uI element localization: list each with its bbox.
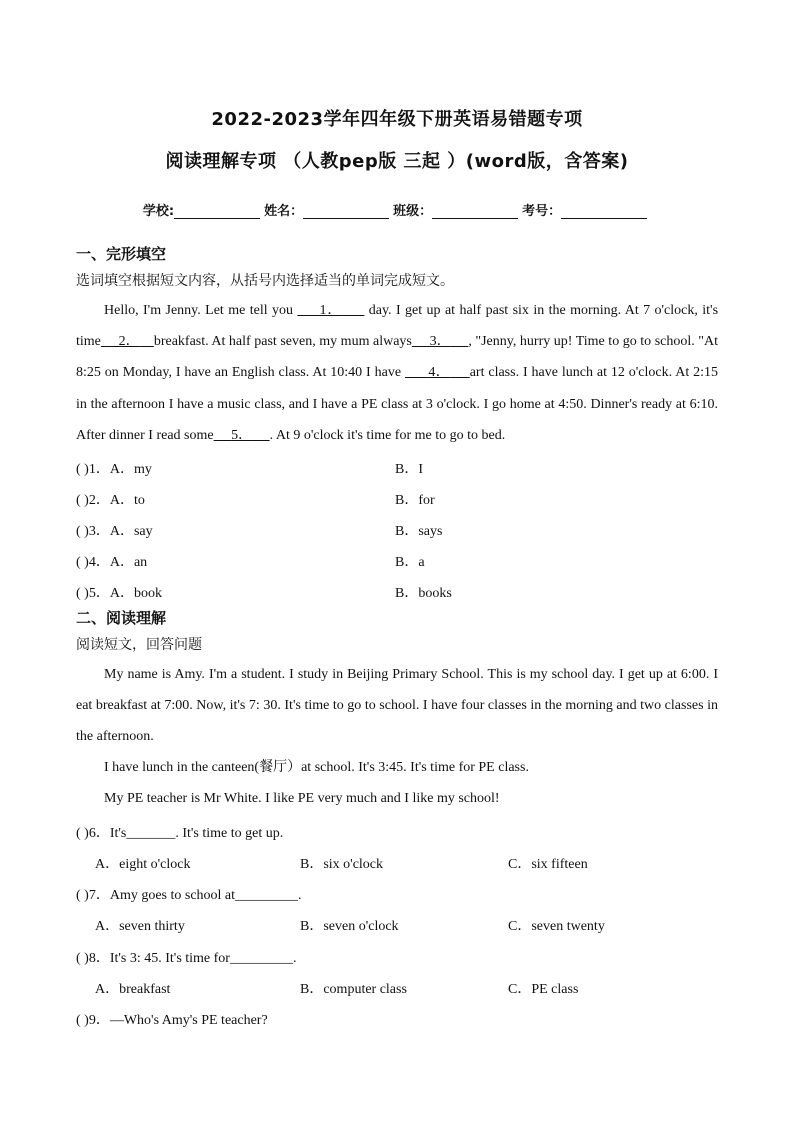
- question-5: ( )5．A．book: [76, 586, 162, 601]
- cloze-passage: Hello, I'm Jenny. Let me tell you 1． day. I get up at half past six in the morning. At 7 o'clock, it's time 2． breakfast. At half past seven, my mum always 3． , "Jenny, hurry up! Time to go to school. "At 8:25 on Monday, I have an English class. At 10:40 I have 4． art class. I have lunch at 12 o'clock. At 2:15 in the afternoon I have a music class, and I have a PE class at 3 o'clock. I go home at 4:50. Dinner's ready at 6:10. After dinner I read some 5． . At 9 o'clock it's time for me to go to bed.: [76, 303, 719, 443]
- answer-paren[interactable]: ( ): [76, 524, 89, 539]
- answer-paren[interactable]: ( ): [76, 493, 89, 508]
- school-label: 学校:: [142, 204, 175, 219]
- reading-paragraph-2: I have lunch in the canteen(餐厅）at school. It's 3:45. It's time for PE class.: [104, 760, 529, 775]
- question-8: ( )8．It's 3: 45. It's time for_________.: [76, 951, 297, 966]
- class-label: 班级：: [393, 204, 433, 219]
- section-instruction-cloze: 选词填空根据短文内容，从括号内选择适当的单词完成短文。: [76, 273, 454, 289]
- answer-paren[interactable]: ( ): [76, 555, 89, 570]
- question-3-option-b[interactable]: B．says: [395, 524, 443, 539]
- option-a[interactable]: A．my: [109, 462, 152, 477]
- question-5-option-b[interactable]: B．books: [395, 586, 452, 601]
- exam-number-label: 考号：: [522, 204, 562, 219]
- question-2: ( )2．A．to: [76, 493, 145, 508]
- blank-3[interactable]: 3．: [429, 334, 451, 350]
- blank-4[interactable]: 4．: [428, 365, 451, 381]
- question-1: ( )1．A．my: [76, 462, 152, 477]
- option-a[interactable]: A．book: [109, 586, 162, 601]
- question-6-option-a[interactable]: A．eight o'clock: [95, 857, 191, 872]
- blank-5[interactable]: 5．: [231, 427, 253, 443]
- option-a[interactable]: A．an: [109, 555, 148, 570]
- question-7-option-a[interactable]: A．seven thirty: [95, 919, 185, 934]
- question-6: ( )6．It's_______. It's time to get up.: [76, 826, 284, 841]
- document-title: 2022-2023学年四年级下册英语易错题专项: [211, 109, 583, 130]
- question-8-option-c[interactable]: C．PE class: [508, 982, 579, 997]
- class-blank[interactable]: [432, 204, 518, 219]
- question-8-option-a[interactable]: A．breakfast: [95, 982, 171, 997]
- reading-paragraph-1: My name is Amy. I'm a student. I study in Beijing Primary School. This is my school day. I get up at 6:00. I eat breakfast at 7:00. Now, it's 7: 30. It's time to go to school. I have four classes in the morning and two classes in the afternoon.: [76, 667, 718, 745]
- document-subtitle: 阅读理解专项 （人教pep版 三起 ）(word版，含答案): [165, 151, 629, 172]
- student-info-row: [0, 200, 794, 219]
- question-2-option-b[interactable]: B．for: [395, 493, 435, 508]
- question-3: ( )3．A．say: [76, 524, 153, 539]
- section-heading-cloze: 一、完形填空: [76, 245, 167, 263]
- answer-paren[interactable]: ( ): [76, 586, 89, 601]
- question-7-option-c[interactable]: C．seven twenty: [508, 919, 605, 934]
- section-heading-reading: 二、阅读理解: [76, 609, 167, 627]
- blank-1[interactable]: 1．: [319, 303, 343, 318]
- answer-paren[interactable]: ( ): [76, 462, 89, 477]
- answer-paren[interactable]: ( ): [76, 1013, 89, 1028]
- option-a[interactable]: A．say: [109, 524, 153, 539]
- reading-paragraph-3: My PE teacher is Mr White. I like PE very much and I like my school!: [104, 791, 500, 806]
- question-4-option-b[interactable]: B．a: [395, 555, 425, 570]
- question-9: ( )9．—Who's Amy's PE teacher?: [76, 1013, 268, 1028]
- question-6-option-c[interactable]: C．six fifteen: [508, 857, 588, 872]
- question-8-option-b[interactable]: B．computer class: [300, 982, 407, 997]
- answer-paren[interactable]: ( ): [76, 826, 89, 841]
- question-7: ( )7．Amy goes to school at_________.: [76, 888, 302, 903]
- name-blank[interactable]: [303, 204, 389, 219]
- section-instruction-reading: 阅读短文，回答问题: [76, 637, 202, 653]
- option-a[interactable]: A．to: [109, 493, 145, 508]
- question-4: ( )4．A．an: [76, 555, 148, 570]
- question-6-option-b[interactable]: B．six o'clock: [300, 857, 384, 872]
- exam-number-blank[interactable]: [561, 204, 647, 219]
- question-7-option-b[interactable]: B．seven o'clock: [300, 919, 399, 934]
- question-1-option-b[interactable]: B．I: [395, 462, 423, 477]
- answer-paren[interactable]: ( ): [76, 951, 89, 966]
- school-blank[interactable]: [174, 204, 260, 219]
- name-label: 姓名：: [264, 204, 304, 219]
- blank-2[interactable]: 2．: [118, 334, 140, 350]
- answer-paren[interactable]: ( ): [76, 888, 89, 903]
